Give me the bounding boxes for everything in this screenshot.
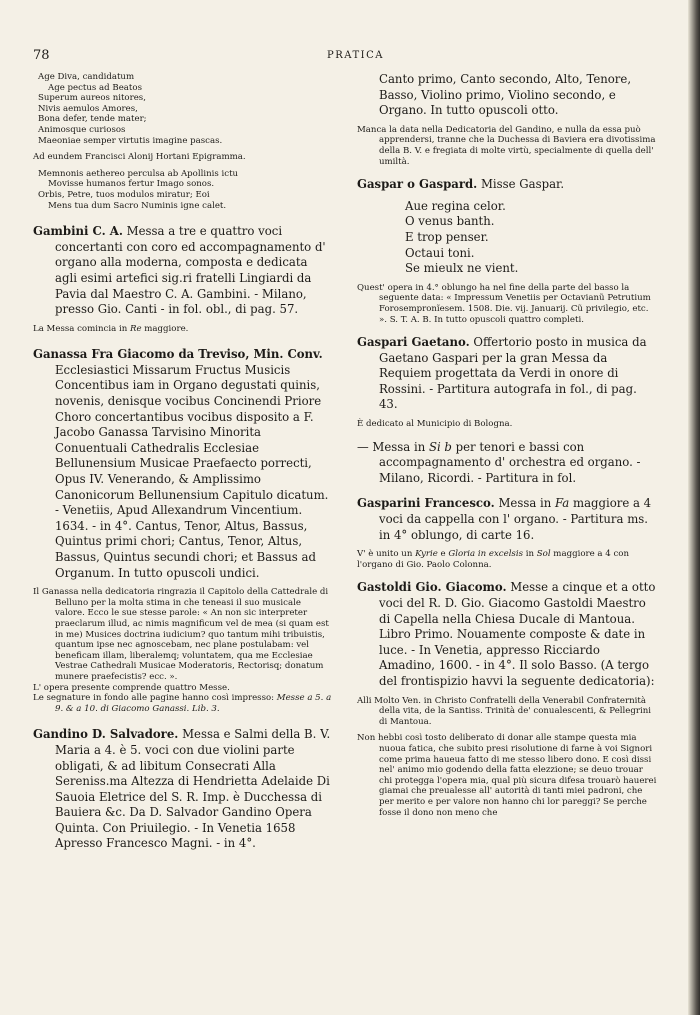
entry-name: Gaspari Gaetano.	[357, 335, 470, 350]
note-text: maggiore a 4 con l'organo di Gio. Paolo Colonna.	[357, 549, 630, 570]
note-italic: Messe a 5. a 9. & a 10. di Giacomo Ganassi. Lib. 3.	[55, 693, 332, 714]
note-italic: Gloria in excelsis	[448, 549, 524, 560]
entry-text: Offertorio posto in musica da Gaetano Gaspari per la gran Messa da Requiem progettata da Verdi in onore di Rossini. - Partitura autografa in fol., di pag. 43.	[379, 335, 647, 412]
epigram-title: Ad eundem Francisci Alonij Hortani Epigramma.	[33, 152, 246, 163]
note-gastoldi-address: Alli Molto Ven. in Christo Confratelli della Venerabil Confraternità della vita, de la Santiss. Trinità de' conualescenti, & Pellegrini di Mantoua.	[357, 695, 652, 727]
entry-text: — Messa in	[357, 439, 429, 454]
mass-title: Aue regina celor.	[405, 198, 506, 213]
note-text: e	[437, 549, 449, 560]
entry-text: Messa in	[498, 496, 555, 511]
entry-ganassa	[33, 347, 333, 581]
mass-title: Se mieulx ne vient.	[405, 261, 519, 276]
gaspar-mass-list	[357, 199, 657, 277]
note-text: La Messa comincia in	[33, 323, 130, 334]
running-head: PRATICA	[327, 50, 384, 61]
poem-line: Bona defer, tende mater;	[38, 114, 147, 125]
note-gasparini	[357, 549, 657, 570]
note-italic: Sol	[536, 549, 551, 560]
poem-line: Nivis aemulos Amores,	[38, 103, 138, 114]
poem-age-diva	[38, 72, 333, 146]
mass-title: O venus banth.	[405, 214, 495, 229]
entry-name: Gasparini Francesco.	[357, 496, 495, 511]
poem-line: Orbis, Petre, tuos modulos miratur; Eoi	[38, 189, 210, 200]
poem-line: Animosque curiosos	[38, 124, 126, 135]
entry-gaspari-second	[357, 440, 657, 487]
entry-key: Fa	[554, 496, 570, 511]
page-number: 78	[33, 48, 50, 63]
entry-text: Ecclesiastici Missarum Fructus Musicis Concentibus iam in Organo degustati quinis, novenis, denisque vocibus Concinendi Priore Choro concertantibus vocibus disposito a F. Jacobo Ganassa Tarvisino Minorita Conuentuali Cathedralis Ecclesiae Bellunensium Musicae Praefaecto porrecti, Opus IV. Venerando, & Amplissimo Canonicorum Bellunensium Capitulo dicatum. - Venetiis, Apud Allexandrum Vincentium. 1634. - in 4°. Cantus, Tenor, Altus, Bassus, Quintus primi chori; Cantus, Tenor, Altus, Bassus, Quintus secundi chori; et Bassus ad Organum. In tutto opuscoli undici.	[55, 362, 329, 580]
right-column	[357, 72, 657, 818]
note-gaspar: Quest' opera in 4.° oblungo ha nel fine della parte del basso la seguente data: « Impressum Venetiis per Octavianũ Petrutium Forosempronĩesem. 1508. Die. vij. Januarij. Cũ privilegio, etc. ». S. T. A. B. In tutto opuscoli quattro completi.	[357, 282, 651, 325]
entry-name: Gaspar o Gaspard.	[357, 177, 478, 192]
entry-gastoldi	[357, 580, 657, 689]
entry-text: maggiore a 4 voci da cappella con l' organo. - Partitura ms. in 4° oblungo, di carte 16.	[379, 496, 652, 542]
note-text: in	[523, 549, 537, 560]
entry-name: Gandino D. Salvadore.	[33, 727, 179, 742]
note-gandino: Manca la data nella Dedicatoria del Gandino, e nulla da essa può apprendersi, tranne che la Duchessa di Baviera era divotissima della B. V. e fregiata di molte virtù, specialmente di quella dell' umiltà.	[357, 124, 656, 167]
note-text: maggiore.	[141, 323, 189, 334]
entry-gandino-continued: Canto primo, Canto secondo, Alto, Tenore, Basso, Violino primo, Violino secondo, e Organo. In tutto opuscoli otto.	[379, 72, 632, 118]
mass-title: E trop penser.	[405, 229, 489, 244]
poem-line: Superum aureos nitores,	[38, 93, 146, 104]
entry-text: per tenori e bassi con accompagnamento d' orchestra ed organo. - Milano, Ricordi. - Partitura in fol.	[379, 439, 641, 485]
note-gaspari: È dedicato al Municipio di Bologna.	[357, 419, 513, 430]
poem-line: Memnonis aethereo perculsa ab Apollinis ictu	[38, 168, 239, 179]
note-key: Re	[129, 323, 142, 334]
poem-line: Age pectus ad Beatos	[48, 82, 142, 93]
note-text: Le segnature in fondo alle pagine hanno così impresso:	[33, 693, 277, 704]
entry-text: Messe a cinque et a otto voci del R. D. Gio. Giacomo Gastoldi Maestro di Capella nella Chiesa Ducale di Mantoua. Libro Primo. Nouamente composte & date in luce. - In Venetia, appresso Ricciardo Amadino, 1600. - in 4°. Il solo Basso. (A tergo del frontispizio havvi la seguente dedicatoria):	[379, 580, 656, 688]
mass-title: Octaui toni.	[405, 245, 475, 260]
note-ganassa-dedication: Il Ganassa nella dedicatoria ringrazia il Capitolo della Cattedrale di Belluno per la molta stima in che teneasi il suo musicale valore. Ecco le sue stesse parole: « An non sic interpreter praeclarum illud, ac nimis magnificum vel de mea (si quam est in me) Musices doctrina iudicium? quo tantum mihi tribuistis, quantum ipse nec agnoscebam, nec plane postulabam: vel beneficam illam, liberalemq; voluntatem, qua me Ecclesiae Vestrae Cathedrali Musicae Moderatoris, Rectorisq; donatum munere praefecistis? ecc. ».	[33, 587, 329, 682]
left-column	[33, 72, 333, 852]
poem-line: Movisse humanos fertur Imago sonos.	[48, 179, 215, 190]
poem-line: Age Diva, candidatum	[38, 72, 135, 82]
entry-text: Messa a tre e quattro voci concertanti con coro ed accompagnamento d' organo alla moderna, composta e dedicata agli esimi artefici sig.ri fratelli Lingiardi da Pavia dal Maestro C. A. Gambini. - Milano, presso Gio. Canti - in fol. obl., di pag. 57.	[55, 224, 326, 317]
entry-text: Misse Gaspar.	[480, 177, 565, 192]
entry-gambini	[33, 224, 333, 318]
page-header	[33, 48, 678, 70]
note-ganassa-masses: L' opera presente comprende quattro Messe.	[33, 682, 230, 693]
entry-name: Ganassa Fra Giacomo da Treviso, Min. Conv.	[33, 347, 323, 362]
entry-gaspar	[357, 177, 657, 193]
page-edge-shadow	[688, 0, 700, 1015]
entry-gasparini	[357, 496, 657, 543]
poem-line: Mens tua dum Sacro Numinis igne calet.	[48, 200, 227, 211]
note-text: V' è unito un	[357, 549, 416, 560]
entry-key: Si b	[428, 439, 452, 454]
entry-gaspari	[357, 335, 657, 413]
note-ganassa-signatures	[33, 693, 333, 714]
note-gambini	[33, 324, 333, 335]
entry-name: Gambini C. A.	[33, 224, 123, 239]
poem-epigram	[38, 169, 333, 211]
entry-text: Messa e Salmi della B. V. Maria a 4. è 5. voci con due violini parte obligati, & ad libitum Consecrati Alla Sereniss.ma Altezza di Hendrietta Adelaide Di Sauoia Eletrice del S. R. Imp. è Ducchessa di Bauiera &c. Da D. Salvador Gandino Opera Quinta. Con Priuilegio. - In Venetia 1658 Apresso Francesco Magni. - in 4°.	[55, 727, 331, 851]
note-italic: Kyrie	[415, 549, 438, 560]
note-gastoldi-dedication: Non hebbi così tosto deliberato di donar alle stampe questa mia nuoua fatica, che subito presi risolutione di farne à voi Signori come prima haueua fatto di me stesso libero dono. E così dissi nel' animo mio godendo della fatta elezzione; se deuo trouar chi protegga l'opera mia, qual più sicura difesa trouarò hauerei giamai che preualesse all' autorità di tanti miei padroni, che per merito e per valore non hanno chi lor pareggi? Se perche fosse il dono non meno che	[357, 733, 657, 818]
entry-gandino	[33, 727, 333, 852]
entry-name: Gastoldi Gio. Giacomo.	[357, 580, 507, 595]
poem-line: Maeoniae semper virtutis imagine pascas.	[38, 135, 223, 146]
